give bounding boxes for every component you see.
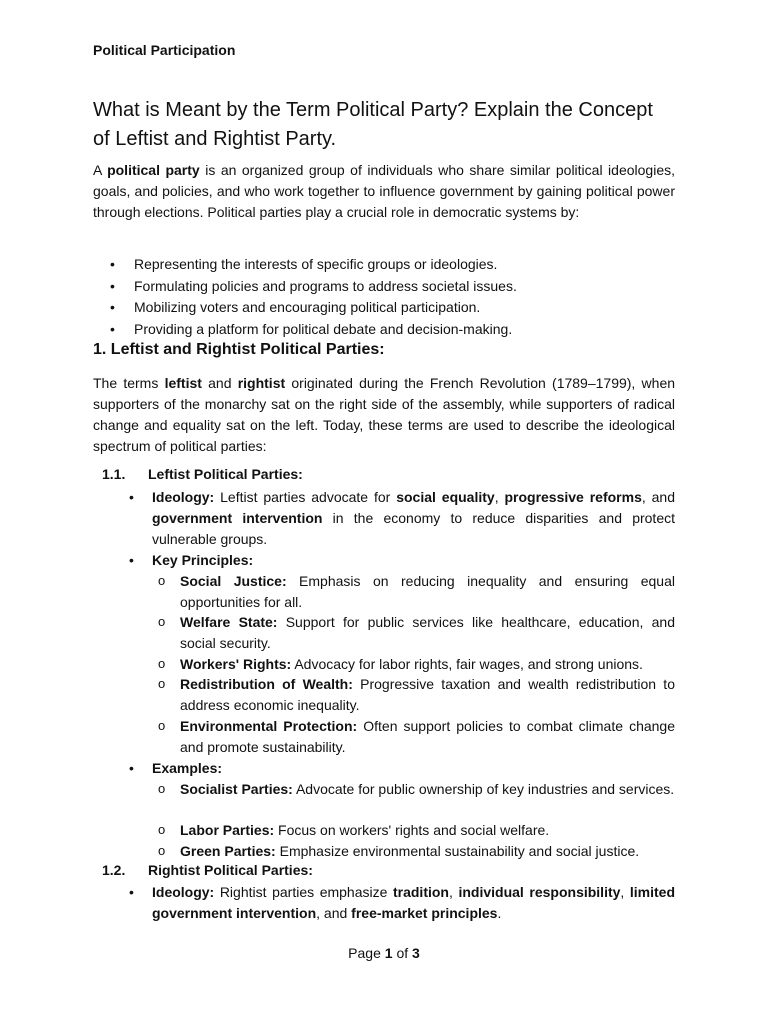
list-item: • Representing the interests of specific groups or ideologies. xyxy=(93,254,675,276)
intro-paragraph xyxy=(93,160,675,223)
text-run: . xyxy=(497,905,502,921)
text-run: Focus on workers' rights and social welfare. xyxy=(274,822,550,838)
circle-bullet-icon: o xyxy=(158,676,166,691)
footer-text: of xyxy=(392,945,413,961)
item-label: Redistribution of Wealth: xyxy=(180,676,353,692)
item-label: Green Parties: xyxy=(180,843,276,859)
subsection-heading-leftist xyxy=(102,466,303,482)
item-label: Examples: xyxy=(152,760,223,776)
list-item: • Providing a platform for political debate and decision-making. xyxy=(93,319,675,341)
bullet-icon: • xyxy=(129,760,134,776)
item-label: Ideology: xyxy=(152,489,215,505)
bold-term: progressive reforms xyxy=(504,489,642,505)
text-run: Support for public services like healthcare, education, and social security. xyxy=(180,614,675,651)
bullet-icon: • xyxy=(129,884,134,900)
page-footer xyxy=(0,945,768,961)
current-page-number: 1 xyxy=(384,945,393,961)
text-run: Emphasize environmental sustainability and social justice. xyxy=(275,843,640,859)
bold-term: leftist xyxy=(164,375,202,391)
circle-bullet-icon: o xyxy=(158,718,166,733)
text-run: is an organized group of individuals who share similar political ideologies, goals, and policies, and who work together to influence government by gaining political power through elections. Political parties play a crucial role in democratic systems by: xyxy=(93,162,675,220)
circle-bullet-icon: o xyxy=(158,781,166,796)
page-title: What is Meant by the Term Political Party? Explain the Concept of Leftist and Rightist Party. xyxy=(93,99,653,150)
bold-term: government intervention xyxy=(152,510,323,526)
sub-list-item xyxy=(158,820,675,841)
text-run: , xyxy=(494,489,505,505)
list-item-examples xyxy=(129,758,675,779)
text-run: , and xyxy=(316,905,352,921)
text-run: Advocacy for labor rights, fair wages, and strong unions. xyxy=(291,656,643,672)
bold-term: individual responsibility xyxy=(458,884,621,900)
text-run: in the economy to reduce disparities and protect vulnerable groups. xyxy=(152,510,676,547)
bold-term: free-market principles xyxy=(351,905,498,921)
text-run: and xyxy=(201,375,238,391)
total-page-count: 3 xyxy=(412,945,420,961)
roles-list xyxy=(93,254,675,340)
sub-list-item xyxy=(158,779,675,800)
bold-term: social equality xyxy=(396,489,495,505)
bold-term: rightist xyxy=(237,375,286,391)
text-run: Emphasis on reducing inequality and ensuring equal opportunities for all. xyxy=(180,573,675,610)
text-run: Advocate for public ownership of key industries and services. xyxy=(292,781,675,797)
list-item-ideology xyxy=(129,882,676,924)
subsection-number: 1.1. xyxy=(102,466,126,482)
item-label: Social Justice: xyxy=(180,573,287,589)
bold-term: limited government intervention xyxy=(152,884,676,921)
bullet-icon: • xyxy=(129,552,134,568)
list-item: • Mobilizing voters and encouraging political participation. xyxy=(93,297,675,319)
item-label: Socialist Parties: xyxy=(180,781,293,797)
text-run: , and xyxy=(641,489,675,505)
item-label: Ideology: xyxy=(152,884,215,900)
text-run: , xyxy=(620,884,630,900)
subsection-title: Leftist Political Parties: xyxy=(148,466,303,482)
text-run: originated during the French Revolution (1789–1799), when supporters of the monarchy sat on the right side of the assembly, while supporters of radical change and equality sat on the left. Today, these terms are used to describe the ideological spectrum of political parties: xyxy=(93,375,676,454)
sub-list-item xyxy=(158,841,675,862)
section-heading: 1. Leftist and Rightist Political Parties: xyxy=(93,341,385,358)
sub-list-item xyxy=(158,654,675,675)
sub-list-item xyxy=(158,612,675,654)
sub-list-item xyxy=(158,716,675,758)
circle-bullet-icon: o xyxy=(158,656,166,671)
subsection-title: Rightist Political Parties: xyxy=(148,862,313,878)
footer-text: Page xyxy=(348,945,385,961)
section-paragraph xyxy=(93,373,675,457)
sub-list-item xyxy=(158,571,675,613)
running-header: Political Participation xyxy=(93,42,236,58)
text-run: The terms xyxy=(93,375,165,391)
text-run: Leftist parties advocate for xyxy=(214,489,397,505)
list-item-key-principles xyxy=(129,550,675,571)
item-label: Labor Parties: xyxy=(180,822,275,838)
list-item: • Formulating policies and programs to address societal issues. xyxy=(93,276,675,298)
circle-bullet-icon: o xyxy=(158,822,166,837)
bold-term: tradition xyxy=(392,884,449,900)
item-label: Key Principles: xyxy=(152,552,254,568)
text-run: Rightist parties emphasize xyxy=(214,884,393,900)
item-label: Welfare State: xyxy=(180,614,278,630)
text-run: Often support policies to combat climate change and promote sustainability. xyxy=(180,718,675,755)
sub-list-item xyxy=(158,674,675,716)
list-item-ideology xyxy=(129,487,676,550)
text-run: A xyxy=(93,162,108,178)
item-label: Workers' Rights: xyxy=(180,656,292,672)
subsection-heading-rightist xyxy=(102,862,313,878)
text-run: , xyxy=(448,884,459,900)
bold-term: political party xyxy=(107,162,200,178)
circle-bullet-icon: o xyxy=(158,843,166,858)
circle-bullet-icon: o xyxy=(158,573,166,588)
text-run: Progressive taxation and wealth redistribution to address economic inequality. xyxy=(180,676,675,713)
item-label: Environmental Protection: xyxy=(180,718,358,734)
circle-bullet-icon: o xyxy=(158,614,166,629)
subsection-number: 1.2. xyxy=(102,862,126,878)
bullet-icon: • xyxy=(129,489,134,505)
